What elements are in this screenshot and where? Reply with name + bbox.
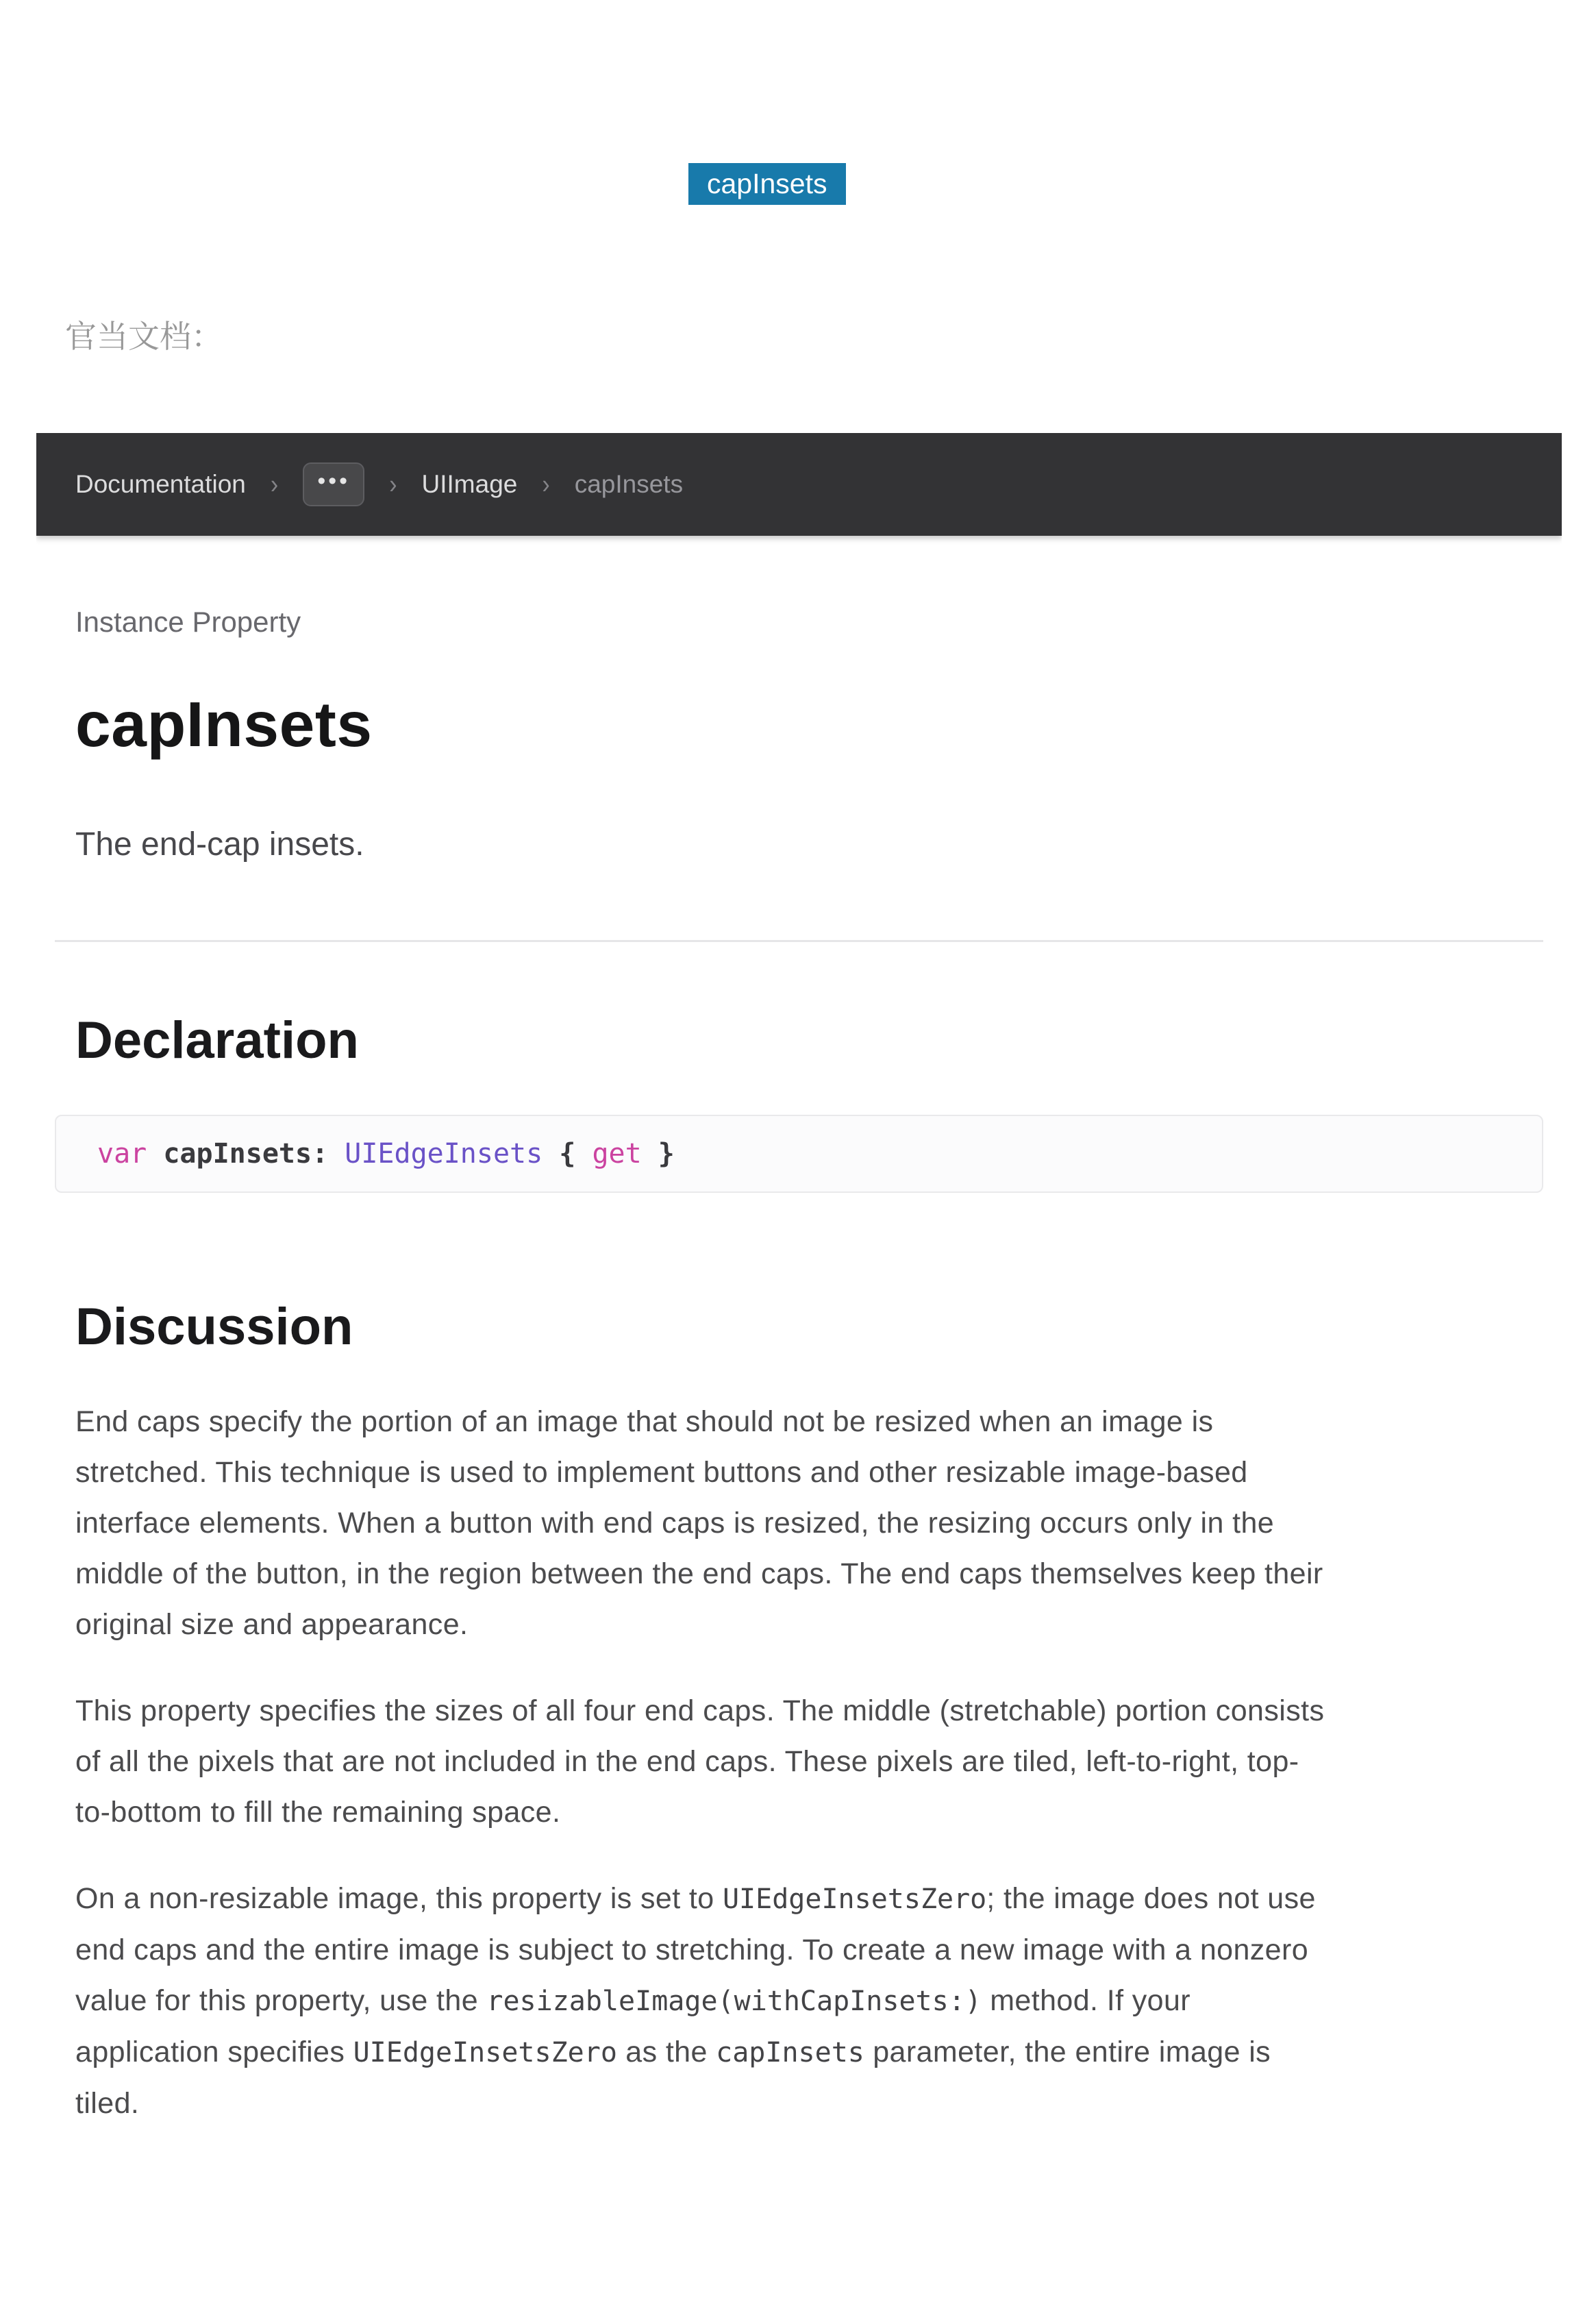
text-segment: method. If your: [981, 1984, 1191, 2017]
section-divider: [55, 940, 1543, 942]
text-line: [75, 1873, 1543, 1925]
inline-code: capInsets: [716, 2037, 864, 2068]
text-segment: middle of the button, in the region between the end caps. The end caps themselves keep their: [75, 1557, 1323, 1590]
breadcrumb-item-documentation[interactable]: Documentation: [75, 470, 246, 498]
eyebrow-label: Instance Property: [75, 606, 301, 638]
text-line: [75, 1685, 1543, 1736]
text-segment: of all the pixels that are not included in the end caps. These pixels are tiled, left-to-right, top-: [75, 1745, 1299, 1778]
discussion-paragraph: [75, 1873, 1543, 2129]
breadcrumb: [75, 462, 683, 506]
breadcrumb-item-capinsets: capInsets: [574, 470, 684, 498]
text-line: [75, 1396, 1543, 1447]
code-token-plain: capInsets:: [163, 1138, 345, 1170]
text-segment: end caps and the entire image is subject to stretching. To create a new image with a nonzero: [75, 1933, 1309, 1966]
discussion-heading: Discussion: [75, 1298, 353, 1356]
code-token-keyword: var: [97, 1138, 164, 1170]
text-segment: parameter, the entire image is: [864, 2036, 1271, 2068]
code-token-plain: {: [543, 1138, 593, 1170]
doc-breadcrumb-bar: [36, 433, 1562, 536]
text-segment: application specifies: [75, 2036, 353, 2068]
discussion-body: [55, 1396, 1543, 2129]
inline-code: UIEdgeInsetsZero: [353, 2037, 617, 2068]
breadcrumb-ellipsis-button[interactable]: •••: [303, 462, 364, 506]
text-segment: value for this property, use the: [75, 1984, 487, 2017]
text-segment: stretched. This technique is used to implement buttons and other resizable image-based: [75, 1456, 1248, 1489]
discussion-paragraph: [75, 1685, 1543, 1838]
inline-code: resizableImage(withCapInsets:): [486, 1986, 982, 2017]
code-token-keyword: get: [592, 1138, 642, 1170]
text-segment: End caps specify the portion of an image that should not be resized when an image is: [75, 1405, 1214, 1438]
doc-content: [36, 536, 1562, 2129]
chevron-right-icon: ›: [542, 469, 550, 499]
text-line: [75, 1736, 1543, 1787]
declaration-code-block: [55, 1115, 1543, 1193]
text-line: [75, 1599, 1543, 1650]
text-line: [75, 1787, 1543, 1838]
inline-code: UIEdgeInsetsZero: [722, 1883, 987, 1915]
text-segment: original size and appearance.: [75, 1608, 469, 1641]
breadcrumb-item-uiimage[interactable]: UIImage: [421, 470, 518, 498]
text-line: [75, 1548, 1543, 1599]
text-segment: interface elements. When a button with end caps is resized, the resizing occurs only in the: [75, 1507, 1275, 1540]
chevron-right-icon: ›: [389, 469, 397, 499]
declaration-heading: Declaration: [75, 1011, 359, 1070]
documentation-screenshot: [36, 433, 1562, 2153]
text-line: [75, 2078, 1543, 2129]
text-segment: as the: [616, 2036, 716, 2068]
selected-text-row: [688, 163, 1596, 205]
article-caption: 官当文档：: [65, 319, 223, 354]
abstract-text: The end-cap insets.: [75, 826, 364, 863]
text-line: [75, 1498, 1543, 1548]
text-segment: This property specifies the sizes of all four end caps. The middle (stretchable) portion consists: [75, 1694, 1325, 1727]
page-title: capInsets: [75, 689, 373, 760]
text-segment: ; the image does not use: [986, 1882, 1316, 1915]
text-line: [75, 1975, 1543, 2027]
text-segment: On a non-resizable image, this property is set to: [75, 1882, 723, 1915]
code-token-plain: }: [641, 1138, 675, 1170]
text-segment: tiled.: [75, 2087, 140, 2120]
text-line: [75, 1447, 1543, 1498]
code-token-type[interactable]: UIEdgeInsets: [345, 1138, 543, 1170]
selected-text-highlight: capInsets: [688, 163, 846, 205]
text-line: [75, 1925, 1543, 1975]
chevron-right-icon: ›: [270, 469, 279, 499]
discussion-paragraph: [75, 1396, 1543, 1650]
text-line: [75, 2027, 1543, 2078]
text-segment: to-bottom to fill the remaining space.: [75, 1796, 561, 1829]
